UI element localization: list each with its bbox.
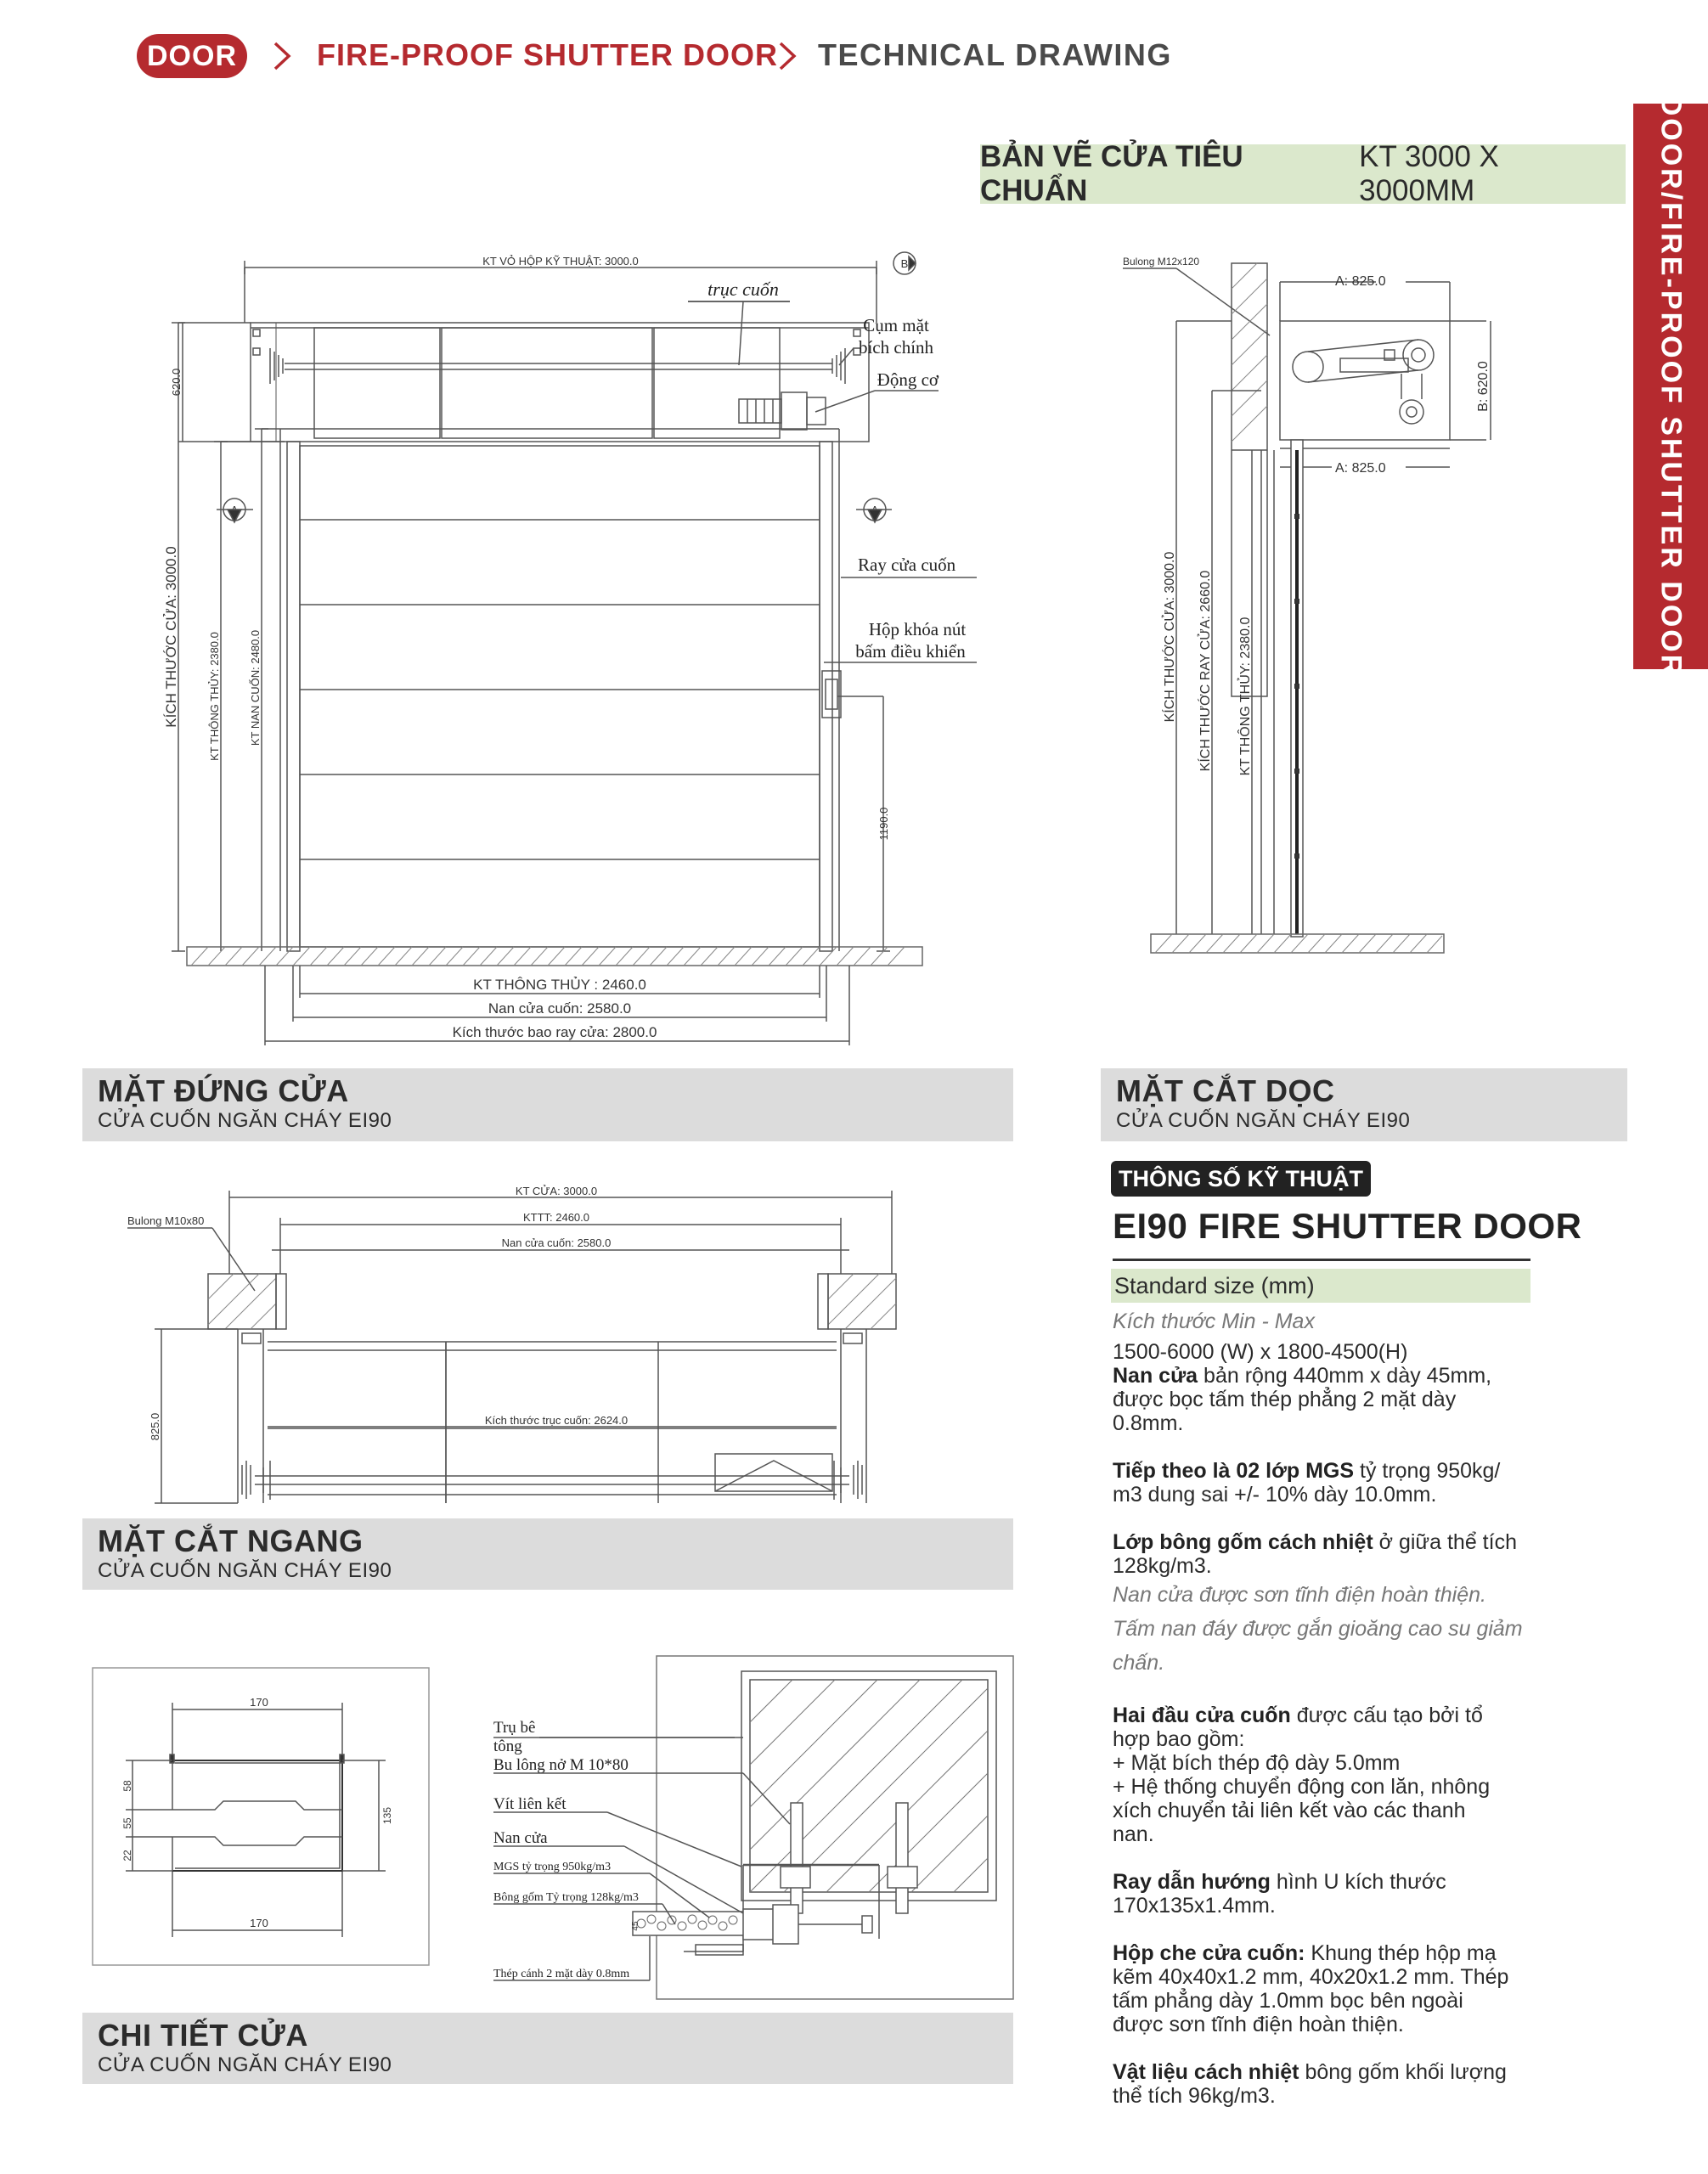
elevation-title: MẶT ĐỨNG CỬA [98, 1073, 349, 1108]
dim-b: B: 620.0 [1476, 361, 1491, 412]
label-lockbox-1: Hộp khóa nút [868, 619, 967, 639]
spec-p2-l1: tỷ trọng 950kg/ [1354, 1459, 1501, 1483]
label-roller: trục cuốn [707, 279, 779, 300]
dim-cross-door: KT CỬA: 3000.0 [515, 1185, 598, 1197]
spec-pill: THÔNG SỐ KỸ THUẬT [1111, 1161, 1371, 1197]
spec-p2-bold: Tiếp theo là 02 lớp MGS [1113, 1459, 1355, 1483]
breadcrumb-fire-proof[interactable]: FIRE-PROOF SHUTTER DOOR [317, 37, 778, 72]
marker-b: B [900, 257, 909, 270]
spec-p6-l4: + Hệ thống chuyển động con lăn, nhông [1113, 1775, 1491, 1799]
spec-p6-l6: nan. [1113, 1822, 1154, 1846]
label-bolt-m10: Bulong M10x80 [127, 1214, 205, 1227]
label-bolt-m12: Bulong M12x120 [1123, 256, 1200, 268]
spec-p6-l1: được cấu tạo bởi tổ [1290, 1704, 1483, 1727]
spec-p1-l3: 0.8mm. [1113, 1411, 1184, 1435]
spec-p3-l1: ở giữa thể tích [1373, 1530, 1517, 1554]
motor-icon [739, 392, 826, 430]
dim-d3: 22 [121, 1850, 133, 1861]
long-section-subtitle: CỬA CUỐN NGĂN CHÁY EI90 [1116, 1109, 1411, 1132]
rail-profile-drawing [92, 1667, 430, 1966]
side-tab-label: DOOR/FIRE-PROOF SHUTTER DOOR [1654, 94, 1688, 679]
label-flange-2: bích chính [858, 337, 934, 358]
left-flange-icon [253, 329, 283, 384]
standard-size-bar: Standard size (mm) [1111, 1269, 1530, 1303]
spec-p8-l3: tấm phẳng dày 1.0mm bọc bên ngoài [1113, 1989, 1463, 2013]
label-ceramic-wool: Bông gốm Tỷ trọng 128kg/m3 [493, 1891, 639, 1904]
detail-section-bar [82, 2013, 1013, 2084]
spec-p1-l1: bản rộng 440mm x dày 45mm, [1198, 1364, 1492, 1388]
spec-p6-l2: hợp bao gồm: [1113, 1727, 1245, 1751]
dim-h: 135 [381, 1806, 393, 1825]
dim-long-door-height: KÍCH THƯỚC CỬA: 3000.0 [1163, 551, 1177, 723]
cross-section-subtitle: CỬA CUỐN NGĂN CHÁY EI90 [98, 1559, 392, 1582]
spec-range: 1500-6000 (W) x 1800-4500(H) [1113, 1340, 1408, 1364]
cross-section-title: MẶT CẮT NGANG [98, 1523, 364, 1558]
dim-cross-depth: 825.0 [149, 1412, 161, 1441]
banner-bold: BẢN VẼ CỬA TIÊU CHUẨN [980, 140, 1243, 207]
dim-a-top: A: 825.0 [1335, 274, 1386, 289]
dim-cross-roller: Kích thước trục cuốn: 2624.0 [484, 1414, 629, 1427]
elevation-subtitle: CỬA CUỐN NGĂN CHÁY EI90 [98, 1109, 392, 1132]
label-flange-1: Cụm mặt [863, 315, 929, 335]
dim-d2: 55 [121, 1817, 133, 1829]
banner-size: KT 3000 X 3000MM [1359, 140, 1499, 207]
marker-a-left: A [230, 504, 239, 516]
cross-section-drawing [119, 1180, 934, 1520]
spec-p8-l1: Khung thép hộp mạ [1305, 1941, 1497, 1965]
detail-subtitle: CỬA CUỐN NGĂN CHÁY EI90 [98, 2053, 392, 2076]
breadcrumb-technical-drawing: TECHNICAL DRAWING [818, 37, 1172, 72]
dim-clear-height: KT THÔNG THỦY: 2380.0 [208, 632, 221, 761]
spec-p6-l5: xích chuyển tải liên kết vào các thanh [1113, 1799, 1466, 1822]
label-slat: Nan cửa [493, 1829, 548, 1847]
slat-detail-drawing [488, 1654, 1015, 2002]
spec-p5-l1: Tấm nan đáy được gắn gioăng cao su giảm [1113, 1617, 1523, 1641]
label-motor: Động cơ [877, 369, 939, 390]
label-column-1: Trụ bê [493, 1719, 536, 1737]
spec-p7-l1: hình U kích thước [1270, 1870, 1446, 1894]
spec-p6-bold: Hai đầu cửa cuốn [1113, 1704, 1291, 1727]
dim-clear-width: KT THÔNG THỦY : 2460.0 [473, 977, 646, 993]
dim-box-height: 620.0 [170, 368, 183, 397]
chevron-right-icon [777, 41, 798, 71]
spec-p9-l1: bông gốm khối lượng [1299, 2060, 1507, 2084]
detail-title: CHI TIẾT CỬA [98, 2018, 308, 2053]
spec-p7-l2: 170x135x1.4mm. [1113, 1894, 1276, 1918]
dim-button-height: 1190.0 [877, 807, 890, 841]
spec-p8-l2: kẽm 40x40x1.2 mm, 40x20x1.2 mm. Thép [1113, 1965, 1509, 1989]
cross-motor-icon [715, 1454, 832, 1491]
side-tab [1633, 94, 1708, 679]
spec-p1-l2: được bọc tấm thép phẳng 2 mặt dày [1113, 1388, 1457, 1411]
label-expansion-bolt: Bu lông nở M 10*80 [493, 1756, 629, 1774]
spec-p8-bold: Hộp che cửa cuốn: [1113, 1941, 1305, 1965]
elevation-section-bar [82, 1068, 1013, 1141]
label-lockbox-2: bấm điều khiển [855, 641, 966, 662]
dim-a-bottom: A: 825.0 [1335, 461, 1386, 476]
roller-end-right-icon [834, 1461, 862, 1500]
spec-p8-l4: được sơn tĩnh điện hoàn thiện. [1113, 2013, 1404, 2036]
roller-end-left-icon [242, 1461, 270, 1500]
dim-rail-height: KÍCH THƯỚC RAY CỬA: 2660.0 [1198, 570, 1213, 772]
dim-d1: 58 [121, 1780, 133, 1792]
dim-rail-width: Kích thước bao ray cửa: 2800.0 [452, 1024, 657, 1040]
long-section-drawing [1104, 246, 1491, 977]
standard-drawing-banner [980, 140, 1626, 207]
spec-p9-bold: Vật liệu cách nhiệt [1113, 2060, 1299, 2084]
spec-title: EI90 FIRE SHUTTER DOOR [1113, 1206, 1582, 1246]
spec-p6-l3: + Mặt bích thép độ dày 5.0mm [1113, 1751, 1401, 1775]
elevation-box-width: KT VỎ HỘP KỸ THUẬT: 3000.0 [482, 255, 639, 268]
spec-body [1113, 1308, 1537, 2108]
label-steel-sheet: Thép cánh 2 mặt dày 0.8mm [493, 1968, 630, 1980]
dim-rail-width-bottom: 170 [250, 1917, 268, 1929]
dim-long-clear-height: KT THÔNG THỦY: 2380.0 [1238, 617, 1253, 776]
chevron-right-icon [272, 41, 292, 71]
long-section-bar [1101, 1068, 1627, 1141]
label-screw: Vít liên kết [493, 1795, 567, 1813]
spec-divider [1113, 1259, 1530, 1261]
spec-p3-bold: Lớp bông gốm cách nhiệt [1113, 1530, 1373, 1554]
marker-a-right: A [871, 504, 879, 516]
dim-slat-width: Nan cửa cuốn: 2580.0 [488, 1000, 632, 1017]
dim-slat-height: KT NAN CUỐN: 2480.0 [249, 629, 262, 746]
label-rail: Ray cửa cuốn [858, 555, 956, 575]
breadcrumb-door-pill[interactable]: DOOR [137, 34, 247, 78]
dim-cross-slat: Nan cửa cuốn: 2580.0 [501, 1236, 612, 1249]
cross-section-bar [82, 1518, 1013, 1590]
spec-p3-l2: 128kg/m3. [1113, 1554, 1212, 1578]
label-column-2: tông [493, 1738, 522, 1755]
spec-p9-l2: thể tích 96kg/m3. [1113, 2084, 1276, 2108]
long-section-title: MẶT CẮT DỌC [1116, 1073, 1335, 1108]
dim-cross-kttt: KTTT: 2460.0 [522, 1211, 590, 1224]
spec-p4: Nan cửa được sơn tĩnh điện hoàn thiện. [1113, 1583, 1486, 1607]
dim-slat-t: 45 [631, 1921, 640, 1931]
elevation-drawing [127, 238, 967, 1053]
dim-door-height: KÍCH THƯỚC CỬA: 3000.0 [163, 546, 179, 728]
chain-drive-icon [1293, 340, 1434, 424]
dim-rail-width-top: 170 [250, 1696, 268, 1709]
spec-p5-l2: chấn. [1113, 1651, 1165, 1675]
spec-p1-bold: Nan cửa [1113, 1364, 1198, 1388]
spec-p7-bold: Ray dẫn hướng [1113, 1870, 1271, 1894]
spec-range-label: Kích thước Min - Max [1113, 1309, 1315, 1333]
spec-p2-l2: m3 dung sai +/- 10% dày 10.0mm. [1113, 1483, 1437, 1507]
label-mgs: MGS tỷ trọng 950kg/m3 [493, 1861, 612, 1873]
